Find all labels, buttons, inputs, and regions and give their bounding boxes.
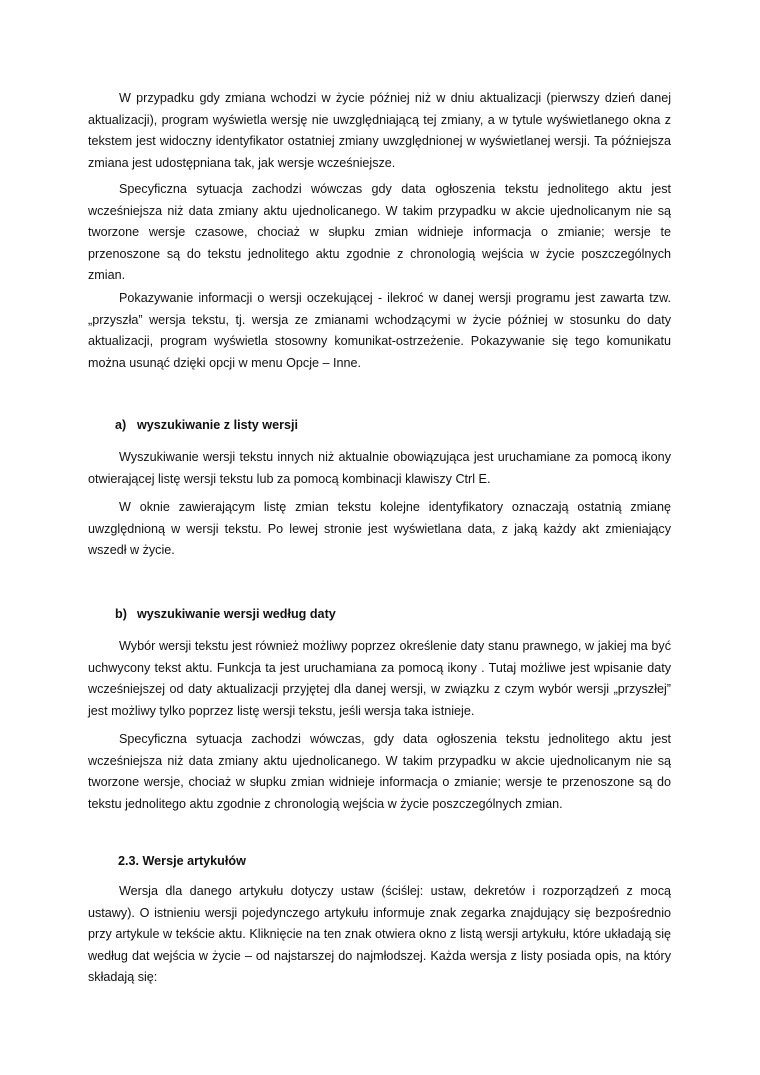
heading-a-title: wyszukiwanie z listy wersji: [137, 418, 298, 432]
heading-b-marker: b): [115, 607, 127, 621]
heading-b: [115, 604, 336, 626]
paragraph-version-list-search: Wyszukiwanie wersji tekstu innych niż aktualnie obowiązująca jest uruchamiane za pomocą ikony otwierającej listę wersji tekstu lub za pomocą kombinacji klawiszy Ctrl E.: [88, 450, 671, 486]
paragraph-date-search: Wybór wersji tekstu jest również możliwy poprzez określenie daty stanu prawnego, w jakiej ma być uchwycony tekst aktu. Funkcja ta jest uruchamiana za pomocą ikony . Tutaj możliwe jest wpisanie daty wcześniejszej od daty aktualizacji przyjętej dla danej wersji, w związku z czym wybór wersji „przyszłej” jest możliwy tylko poprzez listę wersji tekstu, jeśli wersja taka istnieje.: [88, 639, 671, 718]
paragraph-version-later-change: W przypadku gdy zmiana wchodzi w życie później niż w dniu aktualizacji (pierwszy dzień danej aktualizacji), program wyświetla wersję nie uwzględniającą tej zmiany, a w tytule wyświetlanego okna z tekstem jest widoczny identyfikator ostatniej zmiany uwzględnionej w wyświetlanej wersji. Ta późniejsza zmiana jest udostępniana tak, jak wersje wcześniejsze.: [88, 91, 671, 170]
paragraph-specific-situation-1: Specyficzna sytuacja zachodzi wówczas gdy data ogłoszenia tekstu jednolitego aktu jest wcześniejsza niż data zmiany aktu ujednolicanego. W takim przypadku w akcie ujednolicanym nie są tworzone wersje czasowe, chociaż w słupku zmian widnieje informacja o zmianie; wersje te przenoszone są do tekstu jednolitego aktu zgodnie z chronologią wejścia w życie poszczególnych zmian.: [88, 182, 671, 283]
heading-a: [115, 415, 298, 437]
heading-b-title: wyszukiwanie wersji według daty: [137, 607, 336, 621]
paragraph-article-versions: Wersja dla danego artykułu dotyczy ustaw (ściślej: ustaw, dekretów i rozporządzeń z mocą ustawy). O istnieniu wersji pojedynczego artykułu informuje znak zegarka znajdujący się bezpośrednio przy artykule w tekście aktu. Kliknięcie na ten znak otwiera okno z listą wersji artykułu, które układają się według dat wejścia w życie – od najstarszej do najmłodszej. Każda wersja z listy posiada opis, na który składają się:: [88, 884, 671, 985]
paragraph-specific-situation-2: Specyficzna sytuacja zachodzi wówczas, gdy data ogłoszenia tekstu jednolitego aktu jest wcześniejsza niż data zmiany aktu ujednolicanego. W takim przypadku w akcie ujednolicanym nie są tworzone wersje, chociaż w słupku zmian widnieje informacja o zmianie; wersje te przenoszone są do tekstu jednolitego aktu zgodnie z chronologią wejścia w życie poszczególnych zmian.: [88, 732, 671, 811]
paragraph-changes-window: W oknie zawierającym listę zmian tekstu kolejne identyfikatory oznaczają ostatnią zmianę uwzględnioną w wersji tekstu. Po lewej stronie jest wyświetlana data, z jaką każdy akt zmieniający wszedł w życie.: [88, 500, 671, 558]
section-title: 2.3. Wersje artykułów: [118, 854, 246, 868]
section-heading-2-3: [118, 851, 246, 873]
heading-a-marker: a): [115, 418, 127, 432]
paragraph-pending-version: Pokazywanie informacji o wersji oczekującej - ilekroć w danej wersji programu jest zawarta tzw. „przyszła” wersja tekstu, tj. wersja ze zmianami wchodzącymi w życie później w stosunku do daty aktualizacji, program wyświetla stosowny komunikat-ostrzeżenie. Pokazywanie się tego komunikatu można usunąć dzięki opcji w menu Opcje – Inne.: [88, 291, 671, 370]
